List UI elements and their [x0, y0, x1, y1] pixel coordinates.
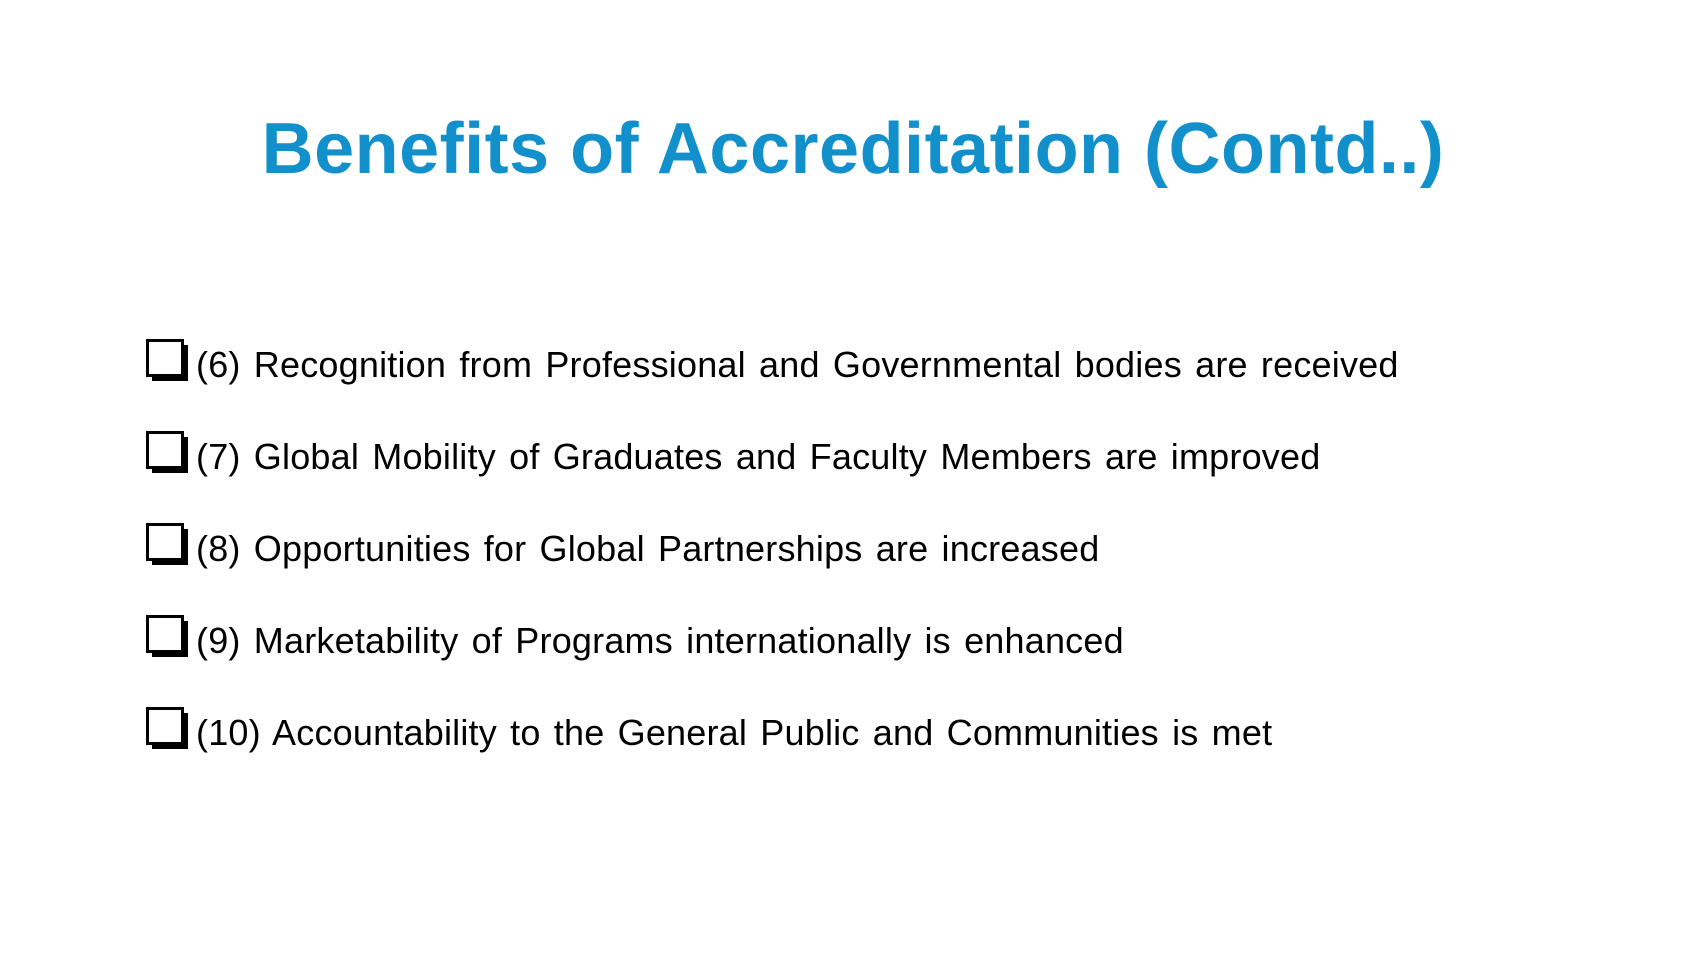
list-item [146, 673, 1646, 765]
bullet-text: (7) Global Mobility of Graduates and Faculty Members are improved [196, 436, 1321, 477]
list-item [146, 581, 1646, 673]
slide-title: Benefits of Accreditation (Contd..) [261, 109, 1445, 189]
list-item [146, 305, 1646, 397]
bullet-text: (8) Opportunities for Global Partnerships are increased [196, 528, 1100, 569]
bullet-text: (10) Accountability to the General Public and Communities is met [196, 712, 1273, 753]
checkbox-icon [146, 523, 190, 567]
checkbox-icon [146, 615, 190, 659]
bullet-list [146, 305, 1646, 765]
list-item [146, 397, 1646, 489]
bullet-text: (9) Marketability of Programs internationally is enhanced [196, 620, 1124, 661]
checkbox-icon [146, 707, 190, 751]
checkbox-icon [146, 431, 190, 475]
list-item [146, 489, 1646, 581]
bullet-text: (6) Recognition from Professional and Governmental bodies are received [196, 344, 1399, 385]
checkbox-icon [146, 339, 190, 383]
